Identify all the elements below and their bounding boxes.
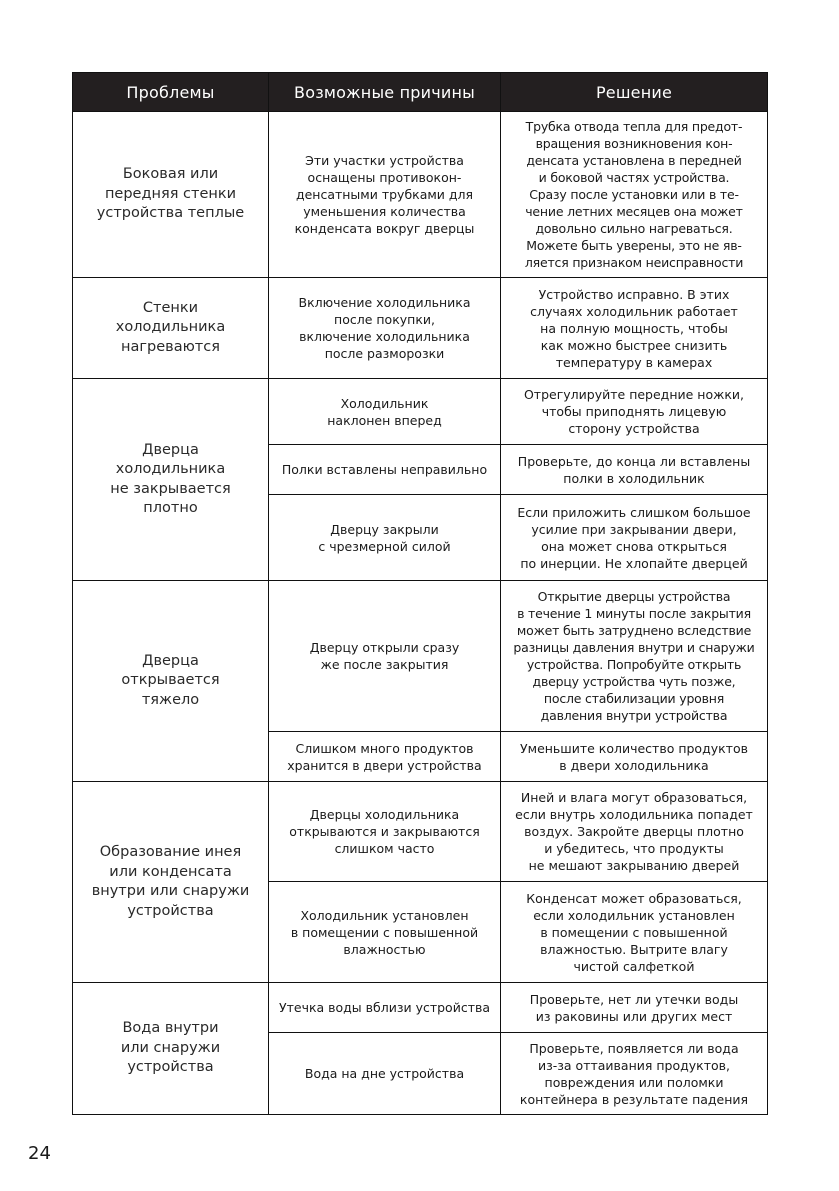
solution-line: Отрегулируйте передние ножки, (523, 387, 745, 402)
table-row (73, 278, 768, 379)
problem-line: Вода внутри (122, 1020, 219, 1037)
solution-line: Можете быть уверены, это не яв- (526, 238, 742, 253)
solution-line: в течение 1 минуты после закрытия (517, 606, 751, 621)
solution-line: сторону устройства (568, 421, 700, 436)
header-causes: Возможные причины (269, 73, 501, 112)
solution-line: Сразу после установки или в те- (529, 187, 739, 202)
solution-line: и боковой частях устройства. (538, 170, 730, 185)
solution-line: в помещении с повышенной (540, 924, 728, 940)
cause-cell (269, 495, 501, 581)
solution-cell (501, 278, 768, 379)
solution-line: и убедитесь, что продукты (544, 841, 724, 856)
solution-line: из-за оттаивания продуктов, (538, 1057, 730, 1073)
solution-line: довольно сильно нагреваться. (535, 221, 733, 236)
cause-cell (269, 882, 501, 983)
cause-line: Дверцу закрыли (330, 521, 439, 537)
solution-line: если внутрь холодильника попадет (515, 807, 753, 822)
cause-line: уменьшения количества (303, 204, 466, 219)
table-row (73, 782, 768, 882)
solution-cell (501, 495, 768, 581)
cause-cell (269, 445, 501, 495)
problem-line: холодильника (115, 319, 226, 336)
problem-line: нагреваются (121, 338, 220, 355)
cause-line: Включение холодильника (298, 295, 471, 310)
cause-line: Эти участки устройства (305, 153, 464, 168)
cause-cell (269, 782, 501, 882)
solution-line: ляется признаком неисправности (524, 255, 744, 270)
problem-line: внутри или снаружи (91, 883, 250, 899)
table-row (73, 581, 768, 732)
problem-cell (73, 112, 269, 278)
table-row (73, 112, 768, 278)
solution-line: усилие при закрывании двери, (531, 521, 737, 537)
solution-line: может быть затруднено вследствие (516, 623, 752, 638)
problem-line: открывается (121, 672, 220, 689)
cause-line: оснащены противокон- (307, 170, 462, 185)
solution-line: после стабилизации уровня (543, 691, 725, 706)
problem-cell (73, 581, 269, 782)
solution-line: влажностью. Вытрите влагу (540, 941, 728, 957)
solution-line: Конденсат может образоваться, (526, 890, 742, 906)
cause-cell (269, 379, 501, 445)
cause-line: Утечка воды вблизи устройства (278, 1000, 491, 1015)
cause-line: Вода на дне устройства (304, 1066, 465, 1081)
cause-line: Дверцы холодильника (309, 807, 460, 822)
cause-line: включение холодильника (299, 329, 470, 344)
problem-line: Стенки (142, 299, 199, 316)
solution-line: Уменьшите количество продуктов (520, 740, 748, 756)
solution-line: если холодильник установлен (533, 907, 735, 923)
solution-line: случаях холодильник работает (530, 303, 738, 319)
cause-line: Холодильник установлен (300, 907, 469, 923)
solution-line: вращения возникновения кон- (535, 136, 733, 151)
page-number: 24 (28, 1143, 51, 1164)
cause-line: конденсата вокруг дверцы (294, 221, 475, 236)
solution-line: по инерции. Не хлопайте дверцей (520, 555, 748, 571)
cause-line: Дверцу открыли сразу (309, 640, 460, 655)
solution-line: Устройство исправно. В этих (538, 286, 730, 302)
problem-line: передняя стенки (104, 185, 237, 202)
solution-line: Проверьте, появляется ли вода (529, 1040, 739, 1056)
solution-line: давления внутри устройства (540, 708, 728, 723)
cause-line: Полки вставлены неправильно (281, 462, 488, 477)
problem-line: или конденсата (109, 863, 232, 880)
solution-cell (501, 1033, 768, 1115)
problem-cell (73, 782, 269, 983)
problem-line: устройства (127, 1059, 214, 1076)
cause-cell (269, 112, 501, 278)
problem-line: Дверца (142, 441, 199, 458)
solution-cell (501, 112, 768, 278)
solution-line: денсата установлена в передней (526, 153, 742, 168)
problem-line: или снаружи (120, 1039, 221, 1056)
solution-cell (501, 445, 768, 495)
solution-line: Если приложить слишком большое (517, 504, 751, 520)
cause-cell (269, 581, 501, 732)
solution-cell (501, 782, 768, 882)
solution-line: как можно быстрее снизить (540, 337, 728, 353)
cause-line: после покупки, (334, 312, 435, 327)
solution-line: Иней и влага могут образоваться, (520, 790, 748, 805)
solution-cell (501, 983, 768, 1033)
solution-cell (501, 581, 768, 732)
table-header-row (73, 73, 768, 112)
problem-cell (73, 278, 269, 379)
cause-line: же после закрытия (320, 657, 449, 672)
problem-line: устройства (127, 902, 214, 919)
table-row (73, 379, 768, 445)
cause-line: хранится в двери устройства (287, 757, 482, 773)
problem-cell (73, 983, 269, 1115)
header-solution: Решение (501, 73, 768, 112)
cause-cell (269, 732, 501, 782)
solution-line: температуру в камерах (555, 354, 713, 370)
troubleshooting-table (72, 72, 768, 1115)
solution-cell (501, 732, 768, 782)
cause-line: Слишком много продуктов (295, 740, 474, 756)
solution-line: устройства. Попробуйте открыть (526, 657, 742, 672)
cause-line: слишком часто (334, 841, 435, 856)
solution-line: Проверьте, до конца ли вставлены (517, 453, 751, 469)
problem-line: Образование инея (99, 844, 242, 860)
solution-line: Открытие дверцы устройства (537, 589, 731, 604)
cause-line: наклонен вперед (327, 412, 442, 428)
solution-cell (501, 379, 768, 445)
cause-line: с чрезмерной силой (318, 538, 451, 554)
solution-line: разницы давления внутри и снаружи (513, 640, 755, 655)
solution-line: в двери холодильника (559, 757, 709, 773)
solution-line: чистой салфеткой (573, 958, 695, 974)
solution-line: дверцу устройства чуть позже, (532, 674, 736, 689)
problem-line: не закрывается (110, 480, 231, 497)
problem-line: Боковая или (122, 166, 219, 183)
solution-line: воздух. Закройте дверцы плотно (524, 824, 744, 839)
solution-line: не мешают закрыванию дверей (528, 858, 740, 873)
solution-line: Трубка отвода тепла для предот- (525, 119, 743, 134)
cause-cell (269, 1033, 501, 1115)
solution-line: она может снова открыться (541, 538, 727, 554)
cause-line: влажностью (343, 941, 426, 957)
cause-line: Холодильник (340, 395, 429, 411)
solution-line: на полную мощность, чтобы (540, 320, 728, 336)
solution-line: контейнера в результате падения (519, 1091, 749, 1107)
cause-cell (269, 278, 501, 379)
cause-cell (269, 983, 501, 1033)
problem-line: холодильника (115, 461, 226, 477)
solution-line: Проверьте, нет ли утечки воды (529, 991, 739, 1007)
cause-line: после разморозки (324, 346, 445, 361)
problem-line: тяжело (141, 691, 200, 708)
problem-cell (73, 379, 269, 581)
solution-line: из раковины или других мест (535, 1008, 733, 1024)
cause-line: денсатными трубками для (295, 187, 474, 202)
header-problems: Проблемы (73, 73, 269, 112)
problem-line: устройства теплые (96, 205, 245, 222)
table-row (73, 983, 768, 1033)
problem-line: Дверца (142, 652, 199, 669)
problem-line: плотно (143, 500, 198, 516)
solution-line: повреждения или поломки (544, 1074, 724, 1090)
cause-line: в помещении с повышенной (290, 924, 479, 940)
table-body (73, 112, 768, 1115)
solution-cell (501, 882, 768, 983)
cause-line: открываются и закрываются (289, 824, 480, 839)
solution-line: чтобы приподнять лицевую (541, 404, 727, 419)
solution-line: полки в холодильник (563, 470, 705, 486)
solution-line: чение летних месяцев она может (525, 204, 743, 219)
